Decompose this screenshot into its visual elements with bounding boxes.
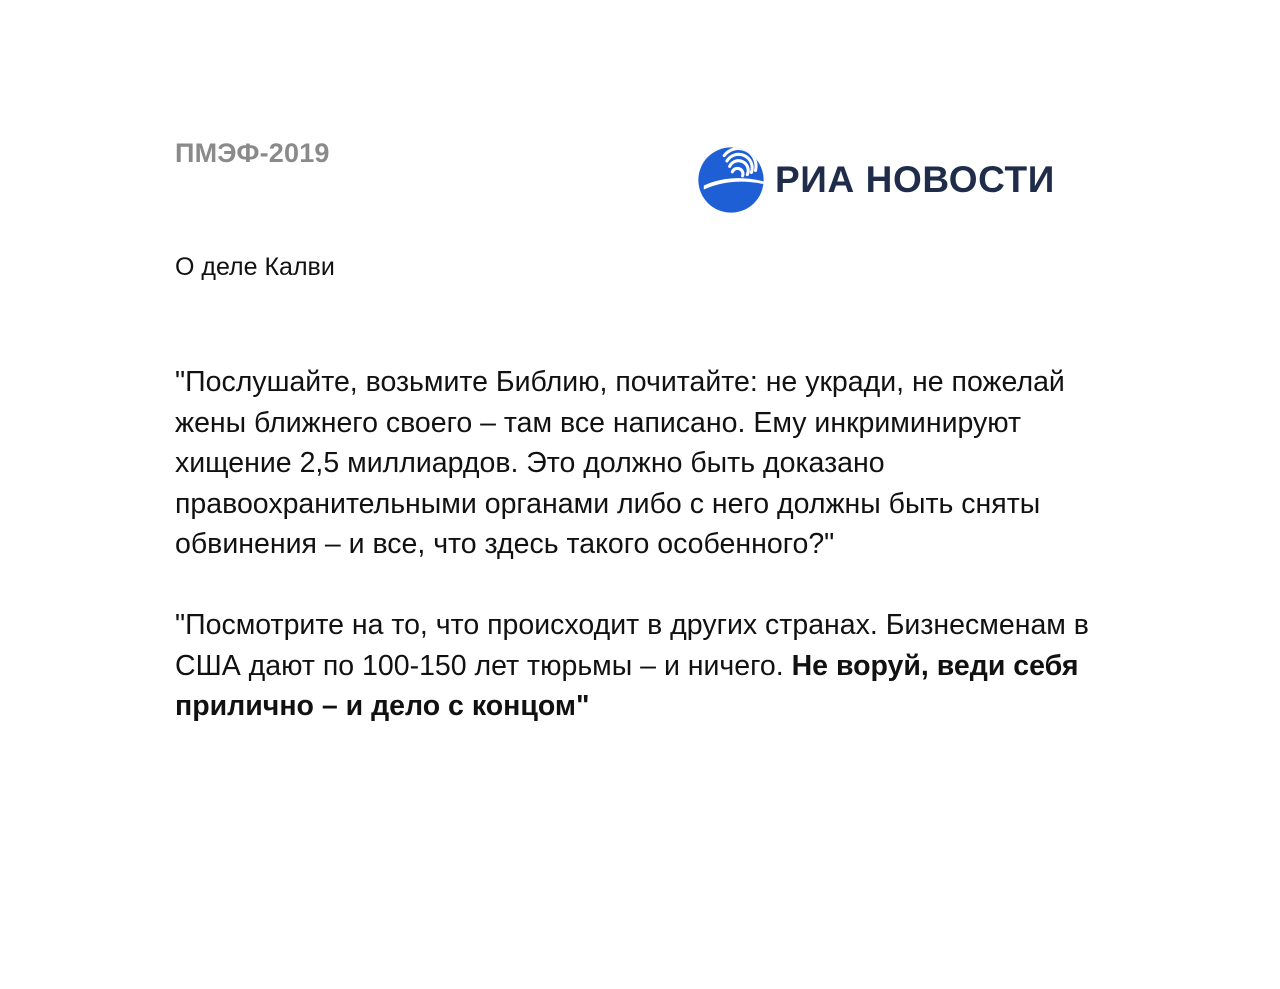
event-label: ПМЭФ-2019 [175,138,330,168]
quote-text: "Посмотрите на то, что происходит в других странах. Бизнесменам в США дают по 100-150 лет тюрьмы – и ничего. [175,609,1089,682]
logo-text: РИА НОВОСТИ [775,159,1055,200]
globe-icon [697,146,765,214]
quote-paragraph [175,605,1135,727]
quote-emphasis: Не воруй, веди себя прилично – и дело с концом" [175,649,1079,722]
topic-heading: О деле Калви [175,253,335,281]
ria-novosti-logo [697,144,1055,216]
quote-paragraph: "Послушайте, возьмите Библию, почитайте: не укради, не пожелай жены ближнего своего – там все написано. Ему инкриминируют хищение 2,5 миллиардов. Это должно быть доказано правоохранительными органами либо с него должны быть сняты обвинения – и все, что здесь такого особенного?" [175,366,1065,560]
